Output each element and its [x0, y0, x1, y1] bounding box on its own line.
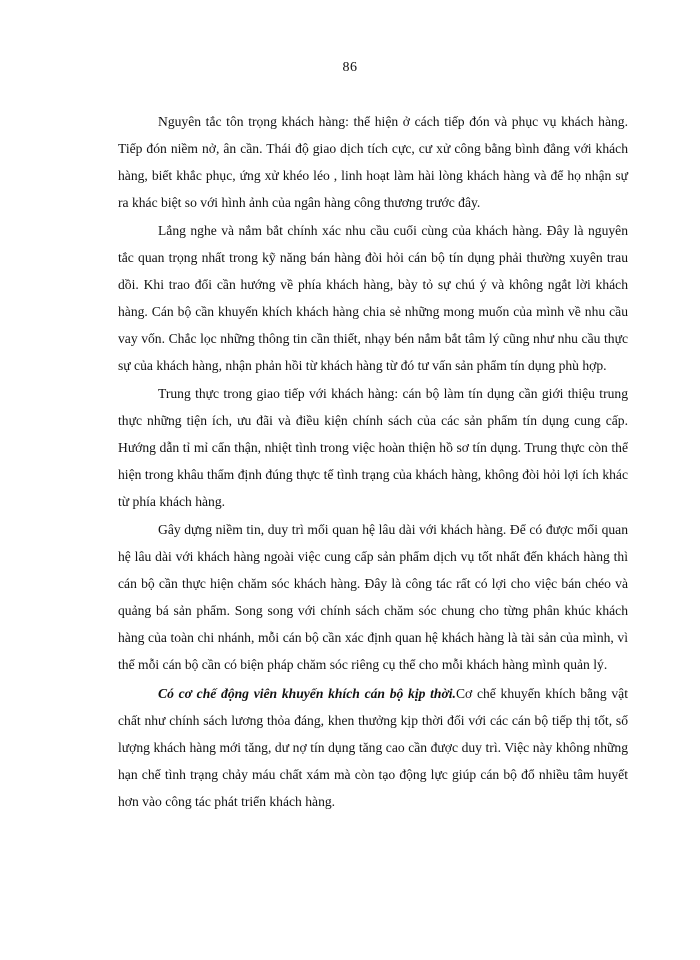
paragraph-body-text: Cơ chế khuyến khích bằng vật chất như chính sách lương thỏa đáng, khen thưởng kịp thời đối với các cán bộ tiếp thị tốt, số lượng khách hàng mới tăng, dư nợ tín dụng tăng cao cần được duy trì. Việc này không những hạn chế tình trạng chảy máu chất xám mà còn tạo động lực giúp cán bộ đổ nhiều tâm huyết hơn vào công tác phát triển khách hàng. — [118, 686, 628, 809]
paragraph-lead-heading: Có cơ chế động viên khuyến khích cán bộ kịp thời. — [158, 686, 456, 701]
paragraph-motivation-mechanism — [118, 680, 628, 815]
paragraph-honest-communication: Trung thực trong giao tiếp với khách hàng: cán bộ làm tín dụng cần giới thiệu trung thực những tiện ích, ưu đãi và điều kiện chính sách của các sản phẩm tín dụng cung cấp. Hướng dẫn tỉ mỉ cẩn thận, nhiệt tình trong việc hoàn thiện hồ sơ tín dụng. Trung thực còn thể hiện trong khâu thẩm định đúng thực tế tình trạng của khách hàng, không đòi hỏi lợi ích khác từ phía khách hàng. — [118, 386, 628, 509]
page-body — [118, 108, 628, 816]
paragraph-build-trust: Gây dựng niềm tin, duy trì mối quan hệ lâu dài với khách hàng. Để có được mối quan hệ lâu dài với khách hàng ngoài việc cung cấp sản phẩm dịch vụ tốt nhất đến khách hàng thì cán bộ cần thực hiện chăm sóc khách hàng. Đây là công tác rất có lợi cho việc bán chéo và quảng bá sản phẩm. Song song với chính sách chăm sóc chung cho từng phân khúc khách hàng của toàn chi nhánh, mỗi cán bộ cần xác định quan hệ khách hàng là tài sản của mình, vì thế mỗi cán bộ cần có biện pháp chăm sóc riêng cụ thể cho mỗi khách hàng mình quản lý. — [118, 522, 628, 672]
page-number: 86 — [342, 60, 358, 75]
paragraph-respect-customers: Nguyên tắc tôn trọng khách hàng: thể hiện ở cách tiếp đón và phục vụ khách hàng. Tiếp đón niềm nở, ân cần. Thái độ giao dịch tích cực, cư xử công bằng bình đẳng với khách hàng, biết khắc phục, ứng xử khéo léo , linh hoạt làm hài lòng khách hàng và để họ nhận sự ra khác biệt so với hình ảnh của ngân hàng công thương trước đây. — [118, 114, 628, 210]
paragraph-listen-needs: Lắng nghe và nắm bắt chính xác nhu cầu cuối cùng của khách hàng. Đây là nguyên tắc quan trọng nhất trong kỹ năng bán hàng đòi hỏi cán bộ tín dụng phải thường xuyên trau dồi. Khi trao đổi cần hướng về phía khách hàng, bày tỏ sự chú ý và không ngắt lời khách hàng. Cán bộ cần khuyến khích khách hàng chia sẻ những mong muốn của mình về nhu cầu vay vốn. Chắc lọc những thông tin cần thiết, nhạy bén nắm bắt tâm lý cũng như nhu cầu thực sự của khách hàng, nhận phản hồi từ khách hàng từ đó tư vấn sản phẩm tín dụng phù hợp. — [118, 223, 628, 373]
